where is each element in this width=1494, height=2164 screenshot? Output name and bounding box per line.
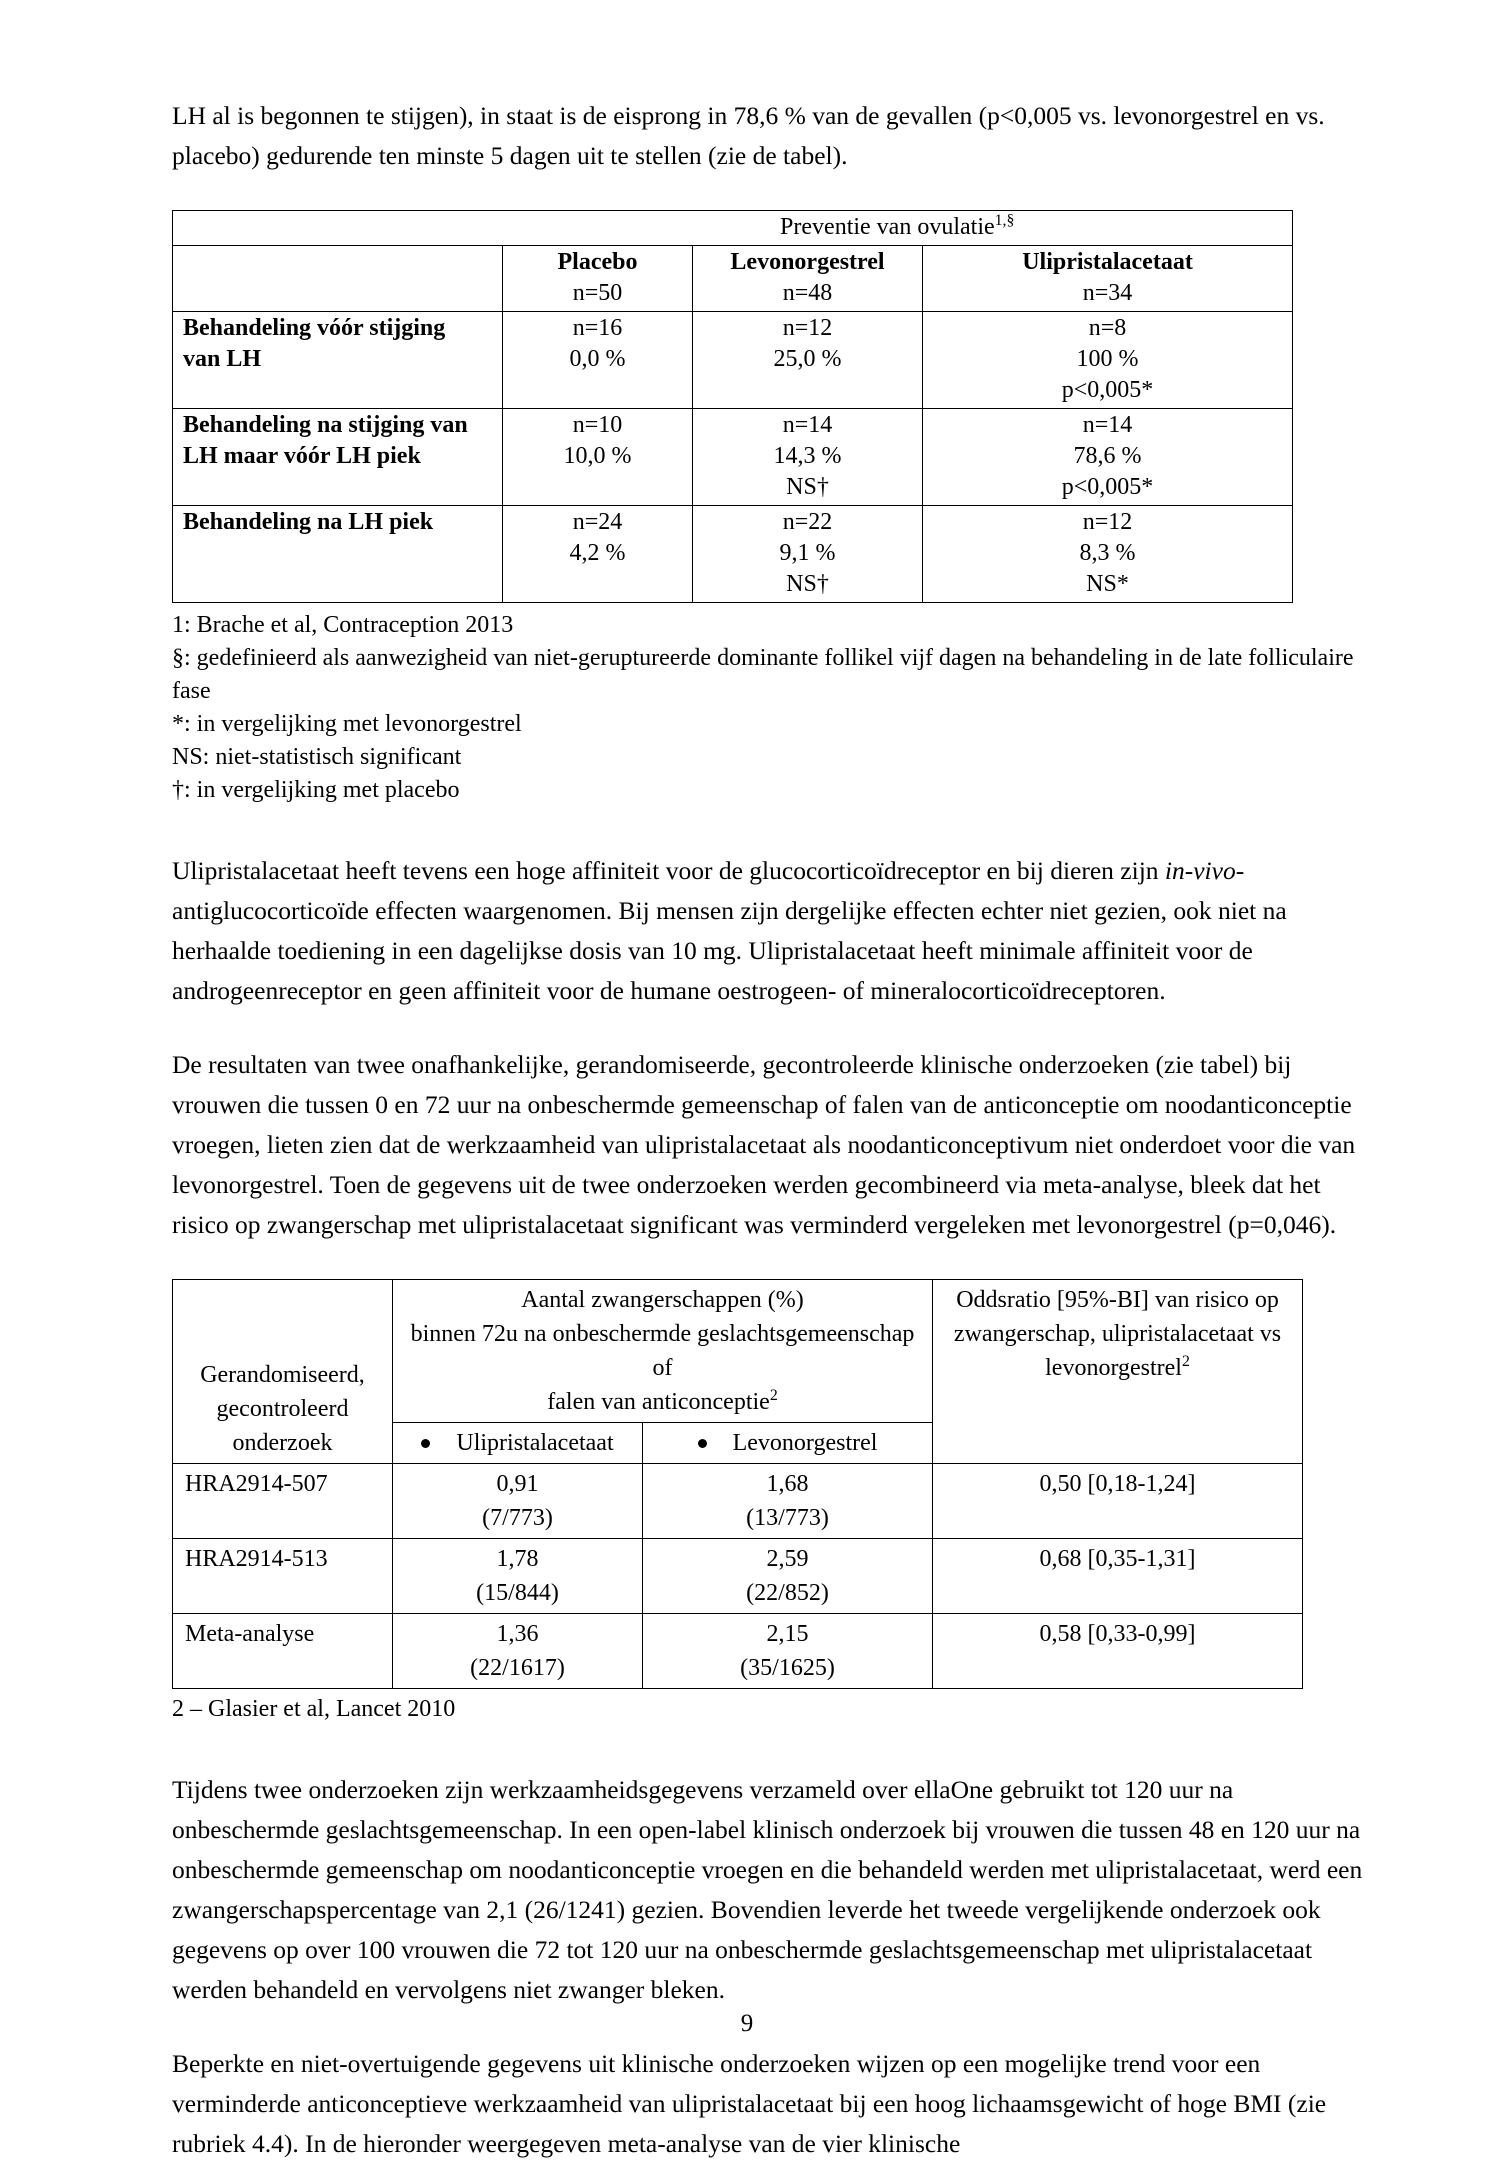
- cell-pct: 8,3 %: [1079, 540, 1136, 566]
- row-label-line1: Behandeling na stijging van: [183, 412, 468, 438]
- cell-fraction: (13/773): [746, 1505, 829, 1531]
- header-study-line1: Gerandomiseerd,: [200, 1362, 365, 1388]
- subheader-ulipristalacetaat-label: Ulipristalacetaat: [456, 1430, 614, 1456]
- header-col-ulipristalacetaat-n: n=34: [1082, 280, 1133, 306]
- cell-oddsratio: 0,50 [0,18-1,24]: [933, 1464, 1303, 1539]
- header-pregnancies-span: [393, 1280, 933, 1423]
- footnote-item: *: in vergelijking met levonorgestrel: [172, 711, 522, 737]
- cell-n: n=14: [782, 412, 833, 438]
- spacer: [172, 807, 1364, 851]
- ovulation-prevention-table: [172, 210, 1293, 603]
- cell-pct: 1,68: [766, 1471, 809, 1497]
- paragraph-glucocorticoid-affinity: [172, 851, 1364, 1011]
- header-col-placebo-n: n=50: [572, 280, 623, 306]
- cell-pct: 0,0 %: [569, 346, 626, 372]
- subheader-ulipristalacetaat: [393, 1423, 643, 1464]
- cell-pct: 9,1 %: [779, 540, 836, 566]
- header-span-label: Preventie van ovulatie: [780, 214, 995, 240]
- bullet-icon: [698, 1439, 707, 1448]
- header-span-superscript: 1,§: [994, 212, 1015, 229]
- page-number: 9: [740, 2010, 754, 2037]
- cell-pct: 25,0 %: [773, 346, 842, 372]
- header-col-ulipristalacetaat-name: Ulipristalacetaat: [1022, 249, 1193, 275]
- cell-pct: 1,78: [496, 1546, 539, 1572]
- bullet-icon: [421, 1439, 430, 1448]
- cell-study-name: HRA2914-513: [173, 1539, 393, 1614]
- cell-levonorgestrel: [693, 312, 923, 409]
- row-label-line2: van LH: [183, 346, 262, 372]
- cell-pct: 10,0 %: [563, 443, 632, 469]
- header-oddsratio-column: [933, 1280, 1303, 1464]
- cell-pct: 1,36: [496, 1621, 539, 1647]
- cell-study-name: Meta-analyse: [173, 1614, 393, 1689]
- intro-paragraph: LH al is begonnen te stijgen), in staat is de eisprong in 78,6 % van de gevallen (p<0,005 vs. levonorgestrel en vs. placebo) gedurende ten minste 5 dagen uit te stellen (zie de tabel).: [172, 101, 1325, 170]
- row-label-line1: Behandeling na LH piek: [183, 509, 434, 535]
- header-oddsratio-line1: Oddsratio [95%-BI] van risico op: [956, 1287, 1279, 1313]
- cell-n: n=14: [1082, 412, 1133, 438]
- table-row: [173, 1614, 1303, 1689]
- table-row: [173, 1464, 1303, 1539]
- footnote-item: §: gedefinieerd als aanwezigheid van niet-geruptureerde dominante follikel vijf dagen na behandeling in de late folliculaire fase: [172, 645, 1354, 704]
- cell-n: n=22: [782, 509, 833, 535]
- cell-oddsratio: 0,68 [0,35-1,31]: [933, 1539, 1303, 1614]
- row-label-line2: LH maar vóór LH piek: [183, 443, 421, 469]
- subheader-levonorgestrel: [643, 1423, 933, 1464]
- cell-pct: 4,2 %: [569, 540, 626, 566]
- header-study-line2: gecontroleerd: [216, 1396, 349, 1422]
- cell-levonorgestrel-rate: [643, 1614, 933, 1689]
- cell-pct: 0,91: [496, 1471, 539, 1497]
- cell-ulipristalacetaat-rate: [393, 1539, 643, 1614]
- cell-levonorgestrel: [693, 409, 923, 506]
- paragraph-bmi-limitation: Beperkte en niet-overtuigende gegevens uit klinische onderzoeken wijzen op een mogelijke trend voor een verminderde anticonceptieve werkzaamheid van ulipristalacetaat bij een hoog lichaamsgewicht of hoge BMI (zie rubriek 4.4). In de hieronder weergegeven meta-analyse van de vier klinische: [172, 2049, 1327, 2158]
- header-pregnancies-line2: binnen 72u na onbeschermde geslachtsgemeenschap of: [410, 1321, 915, 1381]
- footnote-item: NS: niet-statistisch significant: [172, 744, 462, 770]
- header-span-ovulation: [503, 211, 1293, 246]
- cell-ulipristalacetaat-rate: [393, 1464, 643, 1539]
- header-oddsratio-line2: zwangerschap, ulipristalacetaat vs: [953, 1321, 1282, 1347]
- cell-pct: 78,6 %: [1073, 443, 1142, 469]
- cell-n: n=12: [1082, 509, 1133, 535]
- cell-pct: 14,3 %: [773, 443, 842, 469]
- cell-levonorgestrel: [693, 506, 923, 603]
- footnote-item: †: in vergelijking met placebo: [172, 777, 460, 803]
- row-label-line1: Behandeling vóór stijging: [183, 315, 446, 341]
- cell-n: n=8: [1088, 315, 1127, 341]
- cell-levonorgestrel-rate: [643, 1464, 933, 1539]
- cell-sig: NS*: [1086, 571, 1129, 597]
- header-empty-corner: [173, 211, 503, 246]
- header-col-ulipristalacetaat: [923, 246, 1293, 312]
- table-header-row-columns: [173, 246, 1293, 312]
- row-label-after-lh-rise: [173, 409, 503, 506]
- header-col-levonorgestrel: [693, 246, 923, 312]
- affinity-text-part1: Ulipristalacetaat heeft tevens een hoge affiniteit voor de glucocorticoïdreceptor en bij dieren zijn: [172, 856, 1165, 885]
- table-header-row-top: [173, 1280, 1303, 1423]
- footnote-item: 1: Brache et al, Contraception 2013: [172, 612, 514, 638]
- cell-n: n=10: [572, 412, 623, 438]
- header-oddsratio-line3: [938, 1351, 1297, 1385]
- header-pregnancies-superscript: 2: [769, 1387, 778, 1404]
- table-row: [173, 506, 1293, 603]
- row-label-after-lh-peak: [173, 506, 503, 603]
- cell-fraction: (7/773): [482, 1505, 553, 1531]
- cell-n: n=16: [572, 315, 623, 341]
- cell-levonorgestrel-rate: [643, 1539, 933, 1614]
- header-study-line3: onderzoek: [232, 1430, 333, 1456]
- table-row: [173, 1539, 1303, 1614]
- affinity-text-part2: -antiglucocorticoïde effecten waargenomen. Bij mensen zijn dergelijke effecten echter niet gezien, ook niet na herhaalde toediening in een dagelijkse dosis van 10 mg. Ulipristalacetaat heeft minimale affiniteit voor de androgeenreceptor en geen affiniteit voor de humane oestrogeen- of mineralocorticoïdreceptoren.: [172, 856, 1287, 1005]
- header-study-column: [173, 1280, 393, 1464]
- table-header-row-span: [173, 211, 1293, 246]
- cell-sig: p<0,005*: [1061, 474, 1154, 500]
- header-pregnancies-line3: [398, 1385, 927, 1419]
- header-pregnancies-line1: Aantal zwangerschappen (%): [521, 1287, 804, 1313]
- cell-oddsratio: 0,58 [0,33-0,99]: [933, 1614, 1303, 1689]
- cell-ulipristalacetaat-rate: [393, 1614, 643, 1689]
- header-oddsratio-line3-text: levonorgestrel: [1045, 1355, 1182, 1381]
- paragraph-clinical-results: De resultaten van twee onafhankelijke, gerandomiseerde, gecontroleerde klinische onderzoeken (zie tabel) bij vrouwen die tussen 0 en 72 uur na onbeschermde gemeenschap of falen van de anticonceptie om noodanticonceptie vroegen, lieten zien dat de werkzaamheid van ulipristalacetaat als noodanticonceptivum niet onderdoet voor die van levonorgestrel. Toen de gegevens uit de twee onderzoeken werden gecombineerd via meta-analyse, bleek dat het risico op zwangerschap met ulipristalacetaat significant was verminderd vergeleken met levonorgestrel (p=0,046).: [172, 1050, 1356, 1239]
- header-col-placebo: [503, 246, 693, 312]
- pregnancy-rate-table: [172, 1279, 1303, 1689]
- cell-study-name: HRA2914-507: [173, 1464, 393, 1539]
- ovulation-table-footnotes: [172, 609, 1364, 807]
- cell-fraction: (15/844): [476, 1580, 559, 1606]
- cell-placebo: [503, 312, 693, 409]
- cell-fraction: (35/1625): [740, 1655, 835, 1681]
- cell-fraction: (22/1617): [470, 1655, 565, 1681]
- cell-ulipristalacetaat: [923, 409, 1293, 506]
- header-pregnancies-line3-text: falen van anticonceptie: [547, 1389, 770, 1415]
- cell-n: n=12: [782, 315, 833, 341]
- header-col-levonorgestrel-n: n=48: [782, 280, 833, 306]
- subheader-levonorgestrel-label: Levonorgestrel: [732, 1430, 878, 1456]
- paragraph-120-hours: Tijdens twee onderzoeken zijn werkzaamheidsgegevens verzameld over ellaOne gebruikt tot 120 uur na onbeschermde geslachtsgemeenschap. In een open-label klinisch onderzoek bij vrouwen die tussen 48 en 120 uur na onbeschermde gemeenschap om noodanticonceptie vroegen en die behandeld werden met ulipristalacetaat, werd een zwangerschapspercentage van 2,1 (26/1241) gezien. Bovendien leverde het tweede vergelijkende onderzoek ook gegevens op over 100 vrouwen die 72 tot 120 uur na onbeschermde geslachtsgemeenschap met ulipristalacetaat werden behandeld en vervolgens niet zwanger bleken.: [172, 1775, 1363, 2004]
- subheader-levonorgestrel-wrap: [648, 1426, 927, 1460]
- cell-pct: 2,15: [766, 1621, 809, 1647]
- subheader-ulipristalacetaat-wrap: [398, 1426, 637, 1460]
- spacer: [172, 1726, 1364, 1770]
- header-col-placebo-name: Placebo: [557, 249, 638, 275]
- cell-placebo: [503, 409, 693, 506]
- cell-fraction: (22/852): [746, 1580, 829, 1606]
- row-label-before-lh-rise: [173, 312, 503, 409]
- cell-ulipristalacetaat: [923, 506, 1293, 603]
- cell-pct: 2,59: [766, 1546, 809, 1572]
- header-col-levonorgestrel-name: Levonorgestrel: [730, 249, 885, 275]
- pregnancy-table-caption: 2 – Glasier et al, Lancet 2010: [172, 1696, 456, 1722]
- cell-sig: NS†: [786, 474, 829, 500]
- header-oddsratio-superscript: 2: [1181, 1353, 1190, 1370]
- cell-pct: 100 %: [1076, 346, 1139, 372]
- cell-placebo: [503, 506, 693, 603]
- table-row: [173, 409, 1293, 506]
- affinity-text-italic: in-vivo: [1164, 856, 1236, 885]
- cell-n: n=24: [572, 509, 623, 535]
- cell-sig: p<0,005*: [1061, 377, 1154, 403]
- cell-ulipristalacetaat: [923, 312, 1293, 409]
- header-empty-cell: [173, 246, 503, 312]
- cell-sig: NS†: [786, 571, 829, 597]
- table-row: [173, 312, 1293, 409]
